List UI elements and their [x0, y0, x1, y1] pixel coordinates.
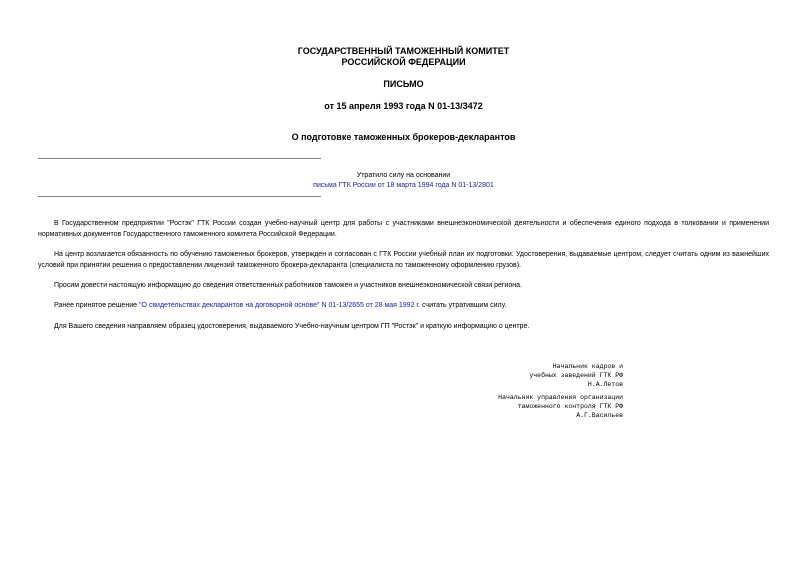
repeal-notice-link-line	[0, 180, 807, 191]
previous-decision-link[interactable]: "О свидетельствах декларантов на договорной основе" N 01-13/2655 от 28 мая 1992 г	[138, 302, 419, 309]
issuer-line-1: ГОСУДАРСТВЕННЫЙ ТАМОЖЕННЫЙ КОМИТЕТ	[297, 46, 510, 56]
document-date-number: от 15 апреля 1993 года N 01-13/3472	[324, 101, 483, 111]
signature-2-name: А.Г.Васильев	[576, 412, 623, 419]
paragraph-4	[38, 300, 769, 311]
divider-top	[38, 158, 321, 159]
paragraph-2: На центр возлагается обязанность по обучению таможенных брокеров, утвержден и согласован с ГТК России учебный план их подготовки. Удостоверения, выдаваемые центром, следует считать одним из важнейших условий при принятии решения о предоставлении лицензий таможенного брокера-декларанта (специалиста по таможенному оформлению грузов).	[38, 251, 769, 269]
repeal-notice-text: Утратило силу на основании	[356, 172, 451, 179]
signature-1-title-2: учебных заведений ГТК РФ	[529, 372, 623, 379]
repeal-notice-link[interactable]: письма ГТК России от 18 марта 1994 года N 01-13/2801	[313, 182, 494, 189]
paragraph-1: В Государственном предприятии "Ростэк" ГТК России создан учебно-научный центр для работы с участниками внешнеэкономической деятельности и обеспечения единого подхода в толковании и применении нормативных документов Государственного таможенного комитета Российской Федерации.	[38, 220, 769, 238]
paragraph-4-tail: . считать утратившим силу.	[418, 302, 507, 309]
signature-2-title-1: Начальник управления организации	[498, 394, 623, 401]
signature-2-title-2: таможенного контроля ГТК РФ	[517, 403, 623, 410]
signature-1-title-1: Начальник кадров и	[552, 363, 623, 370]
signature-1-name: Н.А.Летов	[587, 381, 623, 388]
document-type: ПИСЬМО	[383, 79, 424, 89]
issuer-line-2: РОССИЙСКОЙ ФЕДЕРАЦИИ	[341, 57, 466, 67]
paragraph-4-lead: Ранее принятое решение	[54, 302, 139, 309]
divider-bottom	[38, 196, 321, 197]
document-subject: О подготовке таможенных брокеров-декларантов	[291, 132, 516, 142]
paragraph-3: Просим довести настоящую информацию до сведения ответственных работников таможен и участников внешнеэкономической связи региона.	[54, 282, 522, 289]
signature-block-2	[498, 393, 623, 420]
paragraph-5: Для Вашего сведения направляем образец удостоверения, выдаваемого Учебно-научным центром ГП "Ростэк" и краткую информацию о центре.	[54, 323, 530, 330]
signature-block-1	[529, 362, 623, 389]
